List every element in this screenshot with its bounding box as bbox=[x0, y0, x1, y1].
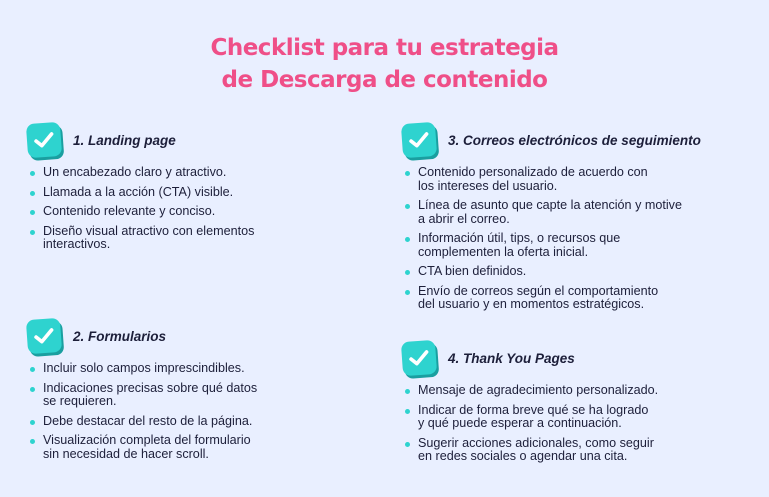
section-header bbox=[27, 122, 367, 158]
section-title: 3. Correos electrónicos de seguimiento bbox=[448, 132, 701, 148]
checklist-item-line: interactivos. bbox=[43, 237, 111, 251]
checklist-item bbox=[27, 415, 367, 429]
checklist bbox=[27, 166, 367, 252]
checklist-item-line: Llamada a la acción (CTA) visible. bbox=[43, 184, 234, 199]
checklist-item bbox=[27, 225, 367, 252]
checklist-item-line: a abrir el correo. bbox=[418, 211, 510, 226]
checklist-item bbox=[27, 205, 367, 219]
checklist-item-line: Información útil, tips, o recursos que bbox=[418, 231, 621, 245]
checklist-item bbox=[402, 404, 752, 431]
section-title: 4. Thank You Pages bbox=[448, 350, 575, 366]
checklist-item bbox=[402, 232, 752, 259]
section-header bbox=[27, 318, 367, 354]
title-line-2: de Descarga de contenido bbox=[221, 67, 548, 93]
checkmark-icon bbox=[401, 122, 437, 158]
checklist-item bbox=[27, 382, 367, 409]
checklist-item-line: los intereses del usuario. bbox=[418, 178, 558, 193]
checklist-item bbox=[402, 199, 752, 226]
checklist-item-line: Incluir solo campos imprescindibles. bbox=[43, 361, 245, 375]
checklist bbox=[27, 362, 367, 461]
checklist-item-line: Envío de correos según el comportamiento bbox=[418, 283, 659, 298]
section-landing-page bbox=[27, 122, 367, 258]
section-correos-seguimiento bbox=[402, 122, 752, 318]
checklist-item-line: Línea de asunto que capte la atención y motive bbox=[418, 198, 682, 212]
checklist-item-line: y qué puede esperar a continuación. bbox=[418, 416, 622, 430]
checklist-item-line: en redes sociales o agendar una cita. bbox=[418, 449, 628, 463]
section-title: 1. Landing page bbox=[73, 132, 176, 148]
checklist-item-line: Contenido personalizado de acuerdo con bbox=[418, 165, 648, 179]
section-header bbox=[402, 340, 752, 376]
checklist-item-line: sin necesidad de hacer scroll. bbox=[43, 446, 209, 461]
checkmark-icon bbox=[26, 122, 62, 158]
checklist-item-line: se requieren. bbox=[43, 394, 117, 408]
checklist-item bbox=[27, 362, 367, 376]
checklist-item-line: Indicar de forma breve qué se ha logrado bbox=[418, 402, 649, 417]
checklist-item bbox=[402, 437, 752, 464]
checklist bbox=[402, 384, 752, 464]
checklist-item-line: Visualización completa del formulario bbox=[43, 433, 251, 447]
checkmark-icon bbox=[401, 340, 437, 376]
checklist-item-line: Sugerir acciones adicionales, como seguir bbox=[418, 435, 654, 450]
section-title: 2. Formularios bbox=[73, 328, 167, 344]
section-formularios bbox=[27, 318, 367, 467]
checklist-item-line: Diseño visual atractivo con elementos bbox=[43, 223, 255, 238]
checkmark-icon bbox=[26, 318, 62, 354]
checklist-item-line: del usuario y en momentos estratégicos. bbox=[418, 297, 645, 311]
checklist-item bbox=[27, 166, 367, 180]
section-header bbox=[402, 122, 752, 158]
checklist-item bbox=[402, 384, 752, 398]
section-thank-you-pages bbox=[402, 340, 752, 470]
title-line-1: Checklist para tu estrategia bbox=[210, 35, 559, 61]
checklist-item bbox=[402, 285, 752, 312]
checklist-item-line: CTA bien definidos. bbox=[418, 264, 527, 278]
checklist-item bbox=[402, 265, 752, 279]
checklist-item-line: Contenido relevante y conciso. bbox=[43, 204, 216, 218]
checklist-item-line: Mensaje de agradecimiento personalizado. bbox=[418, 383, 659, 397]
checklist-item-line: complementen la oferta inicial. bbox=[418, 244, 589, 259]
checklist-item-line: Un encabezado claro y atractivo. bbox=[43, 165, 227, 179]
checklist-item bbox=[27, 186, 367, 200]
checklist-item-line: Debe destacar del resto de la página. bbox=[43, 413, 253, 428]
checklist-item-line: Indicaciones precisas sobre qué datos bbox=[43, 380, 258, 395]
page-title bbox=[0, 32, 769, 96]
checklist-item bbox=[27, 434, 367, 461]
checklist-item bbox=[402, 166, 752, 193]
checklist bbox=[402, 166, 752, 312]
